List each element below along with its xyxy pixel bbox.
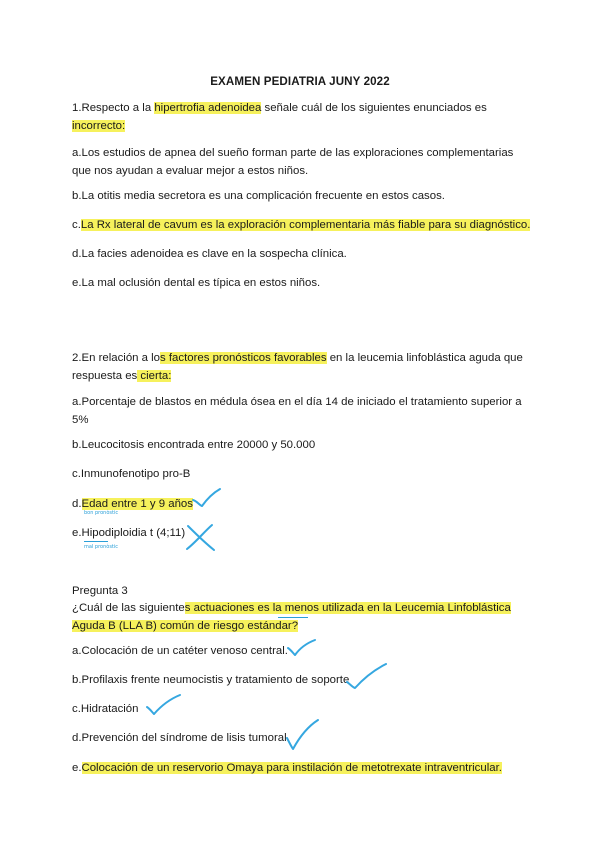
q1-option-a: a.Los estudios de apnea del sueño forman parte de las exploraciones complementarias que nos ayudan a evaluar mejor a estos niños. xyxy=(72,147,514,177)
q1-option-b: b.La otitis media secretora es una complicación frecuente en estos casos. xyxy=(72,190,445,202)
q2-option-d-prefix: d. xyxy=(72,498,82,510)
q2-d-handwritten-note: bon pronòstic xyxy=(84,510,119,516)
q2-stem xyxy=(72,350,527,385)
q1-option-d: d.La facies adenoidea es clave en la sospecha clínica. xyxy=(72,248,347,260)
q3-option-a: a.Colocación de un catéter venoso central. xyxy=(72,645,288,657)
checkmark-icon xyxy=(146,693,182,717)
q2-option-d-highlight: Edad entre 1 y 9 años xyxy=(81,498,193,510)
q2-stem-text-b: en la leucemia linfoblástica aguda que respuesta es xyxy=(72,352,523,382)
q2-e-handwritten-note: mal pronòstic xyxy=(84,544,119,550)
q3-option-e-prefix: e. xyxy=(72,762,82,774)
q2-stem-highlight-1: s factores pronósticos favorables xyxy=(160,352,327,364)
q1-option-e: e.La mal oclusión dental es típica en estos niños. xyxy=(72,277,321,289)
q3-option-e xyxy=(72,760,542,778)
q1-option-c xyxy=(72,217,532,235)
q2-stem-text-a: 2.En relación a lo xyxy=(72,352,161,364)
checkmark-icon xyxy=(286,718,320,752)
q3-menos-underline xyxy=(278,617,308,618)
q1-stem-highlight-2: incorrecto: xyxy=(72,119,126,132)
q1-stem-text-a: 1.Respecto a la xyxy=(72,102,155,114)
q3-stem-text: ¿Cuál de las siguiente xyxy=(72,602,185,614)
q1-stem xyxy=(72,100,532,135)
q3-label: Pregunta 3 xyxy=(72,585,128,597)
checkmark-icon xyxy=(192,487,222,509)
q2-option-e: e.Hipodiploidia t (4;11) xyxy=(72,527,186,539)
q2-option-a: a.Porcentaje de blastos en médula ósea en el día 14 de iniciado el tratamiento superior a 5% xyxy=(72,396,522,426)
q3-option-e-highlight: Colocación de un reservorio Omaya para instilación de metotrexate intraventricular. xyxy=(81,762,502,774)
cross-mark-icon xyxy=(184,522,216,552)
q1-option-c-highlight: La Rx lateral de cavum es la exploración complementaria más fiable para su diagnóstico. xyxy=(80,219,531,231)
q1-stem-text-b: señale cuál de los siguientes enunciados es xyxy=(261,102,487,114)
q2-option-b: b.Leucocitosis encontrada entre 20000 y 50.000 xyxy=(72,439,316,451)
q1-stem-highlight-1: hipertrofia adenoidea xyxy=(154,102,262,114)
q2-option-c: c.Inmunofenotipo pro-B xyxy=(72,468,191,480)
q2-option-d xyxy=(72,496,532,514)
checkmark-icon xyxy=(287,638,317,658)
q1-option-c-prefix: c. xyxy=(72,219,81,231)
exam-title: EXAMEN PEDIATRIA JUNY 2022 xyxy=(210,75,390,88)
q3-option-d: d.Prevención del síndrome de lisis tumoral. xyxy=(72,732,290,744)
q3-option-b: b.Profilaxis frente neumocistis y tratamiento de soporte xyxy=(72,674,350,686)
q2-stem-highlight-2: cierta: xyxy=(137,369,172,382)
checkmark-icon xyxy=(346,662,388,690)
q2-e-underline xyxy=(84,541,108,542)
q3-option-c: c.Hidratación xyxy=(72,703,139,715)
q3-stem-highlight: s actuaciones es la menos utilizada en la Leucemia Linfoblástica Aguda B (LLA B) común de riesgo estándar? xyxy=(72,602,511,632)
